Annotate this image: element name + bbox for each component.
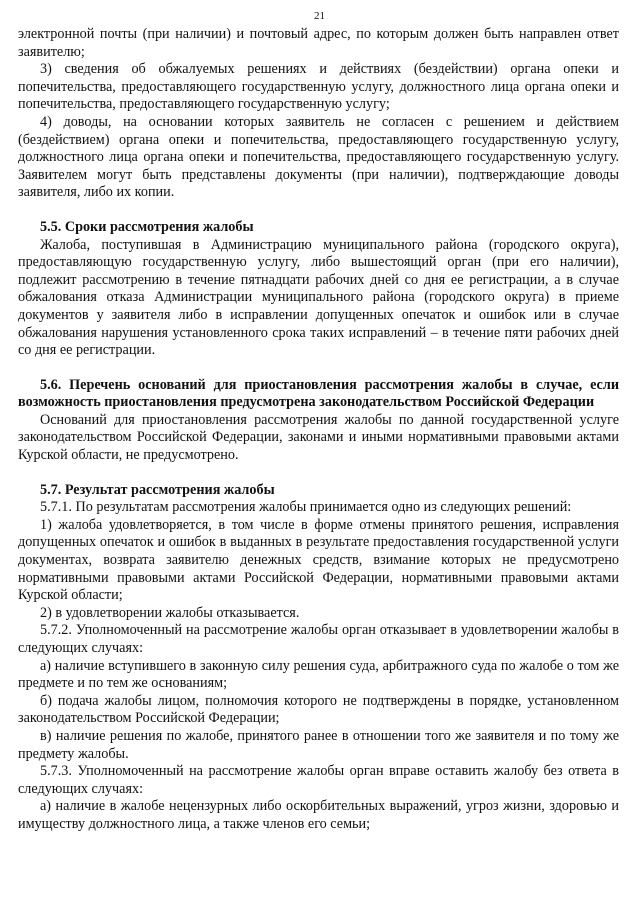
paragraph: а) наличие вступившего в законную силу решения суда, арбитражного суда по жалобе о том же предмете и по тем же основаниям; <box>18 657 619 692</box>
paragraph: 2) в удовлетворении жалобы отказывается. <box>40 604 300 621</box>
section-heading: 5.6. Перечень оснований для приостановления рассмотрения жалобы в случае, если возможность приостановления предусмотрена законодательством Российской Федерации <box>18 376 619 411</box>
section-heading: 5.5. Сроки рассмотрения жалобы <box>40 218 254 235</box>
document-body <box>18 26 619 834</box>
paragraph: 5.7.2. Уполномоченный на рассмотрение жалобы орган отказывает в удовлетворении жалобы в следующих случаях: <box>18 622 619 656</box>
paragraph: 3) сведения об обжалуемых решениях и действиях (бездействии) органа опеки и попечительства, предоставляющего государственную услугу, должностного лица органа опеки и попечительства, предоставляющего государственную услугу; <box>18 61 619 113</box>
paragraph: 4) доводы, на основании которых заявитель не согласен с решением и действием (бездействием) органа опеки и попечительства, предоставляющего государственную услугу, должностного лица органа опеки и попечительства, предоставляющего государственную услугу. Заявителем могут быть представлены документы (при наличии), подтверждающие доводы заявителя, либо их копии. <box>18 113 619 201</box>
paragraph: 5.7.1. По результатам рассмотрения жалобы принимается одно из следующих решений: <box>40 499 572 516</box>
paragraph: Жалоба, поступившая в Администрацию муниципального района (городского округа), предоставляющую государственную услугу, либо вышестоящий орган (при его наличии), подлежит рассмотрению в течение пятнадцати рабочих дней со дня ее регистрации, а в случае обжалования отказа Администрации муниципального района (городского округа) в приеме документов у заявителя либо в исправлении допущенных опечаток и ошибок или в случае обжалования нарушения установленного срока таких исправлений – в течение пяти рабочих дней со дня ее регистрации. <box>18 236 619 359</box>
paragraph: в) наличие решения по жалобе, принятого ранее в отношении того же заявителя и по тому же предмету жалобы. <box>18 727 619 762</box>
paragraph: 1) жалоба удовлетворяется, в том числе в форме отмены принятого решения, исправления допущенных опечаток и ошибок в выданных в результате предоставления государственной услуги документах, возврата заявителю денежных средств, взимание которых не предусмотрено нормативными правовыми актами Российской Федерации, нормативными правовыми актами Курской области; <box>18 516 619 604</box>
section-heading: 5.7. Результат рассмотрения жалобы <box>40 481 275 498</box>
paragraph: электронной почты (при наличии) и почтовый адрес, по которым должен быть направлен ответ заявителю; <box>18 26 619 60</box>
paragraph: Оснований для приостановления рассмотрения жалобы по данной государственной услуге законодательством Российской Федерации, законами и иными нормативными правовыми актами Курской области, не предусмотрено. <box>18 411 619 464</box>
page-number: 21 <box>314 10 325 22</box>
paragraph: а) наличие в жалобе нецензурных либо оскорбительных выражений, угроз жизни, здоровью и имуществу должностного лица, а также членов его семьи; <box>18 798 619 832</box>
paragraph: б) подача жалобы лицом, полномочия которого не подтверждены в порядке, установленном законодательством Российской Федерации; <box>18 692 619 727</box>
paragraph: 5.7.3. Уполномоченный на рассмотрение жалобы орган вправе оставить жалобу без ответа в следующих случаях: <box>18 763 619 797</box>
